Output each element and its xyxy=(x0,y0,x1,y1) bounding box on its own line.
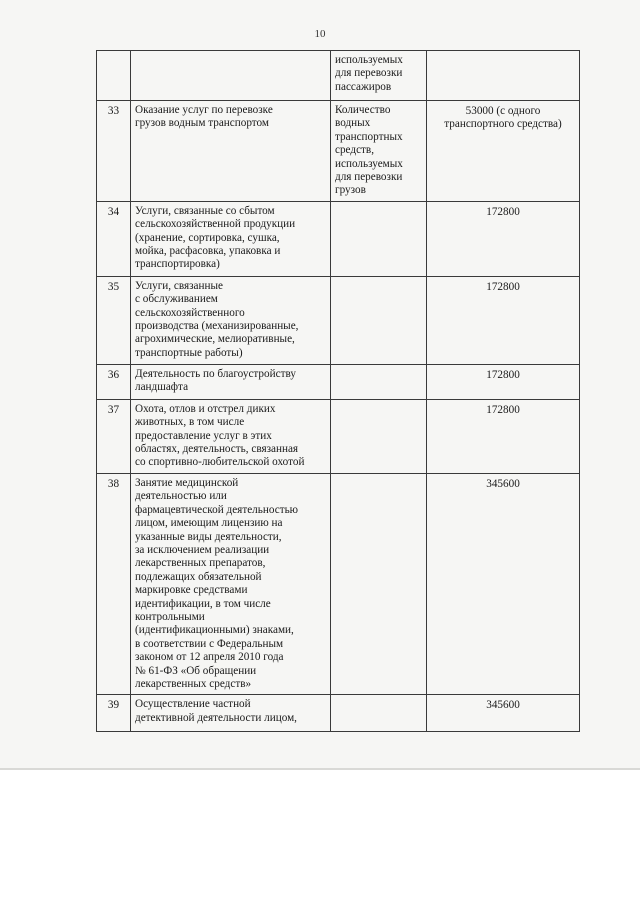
unit-of-measure xyxy=(331,276,427,364)
row-number: 37 xyxy=(97,399,131,473)
unit-of-measure: используемых для перевозки пассажиров xyxy=(331,51,427,101)
table-row xyxy=(97,201,580,276)
row-number: 38 xyxy=(97,473,131,695)
table-row xyxy=(97,364,580,399)
rate-value: 172800 xyxy=(427,201,580,276)
rate-value: 345600 xyxy=(427,695,580,732)
row-number: 35 xyxy=(97,276,131,364)
table-row xyxy=(97,51,580,101)
table-row xyxy=(97,101,580,202)
table-row xyxy=(97,399,580,473)
table-row xyxy=(97,473,580,695)
unit-of-measure xyxy=(331,201,427,276)
activity-name: Осуществление частной детективной деятельности лицом, xyxy=(131,695,331,732)
unit-of-measure xyxy=(331,473,427,695)
rate-value: 172800 xyxy=(427,364,580,399)
row-number: 36 xyxy=(97,364,131,399)
activity-name: Охота, отлов и отстрел диких животных, в том числе предоставление услуг в этих областях, деятельность, связанная со спортивно-любительской охотой xyxy=(131,399,331,473)
table-row xyxy=(97,695,580,732)
table-row xyxy=(97,276,580,364)
activity-name: Услуги, связанные с обслуживанием сельскохозяйственного производства (механизированные, агрохимические, мелиоративные, транспортные работы) xyxy=(131,276,331,364)
tax-rate-table xyxy=(96,50,580,732)
activity-name: Занятие медицинской деятельностью или фармацевтической деятельностью лицом, имеющим лицензию на указанные виды деятельности, за исключением реализации лекарственных препаратов, подлежащих обязательной маркировке средствами идентификации, в том числе контрольными (идентификационными) знаками, в соответствии с Федеральным законом от 12 апреля 2010 года № 61-ФЗ «Об обращении лекарственных средств» xyxy=(131,473,331,695)
activity-name xyxy=(131,51,331,101)
unit-of-measure xyxy=(331,399,427,473)
row-number: 33 xyxy=(97,101,131,202)
activity-name: Услуги, связанные со сбытом сельскохозяйственной продукции (хранение, сортировка, сушка, мойка, расфасовка, упаковка и транспортировка) xyxy=(131,201,331,276)
rate-value: 53000 (с одного транспортного средства) xyxy=(427,101,580,202)
table-body xyxy=(97,51,580,732)
unit-of-measure: Количество водных транспортных средств, используемых для перевозки грузов xyxy=(331,101,427,202)
rate-value: 172800 xyxy=(427,276,580,364)
unit-of-measure xyxy=(331,695,427,732)
row-number xyxy=(97,51,131,101)
unit-of-measure xyxy=(331,364,427,399)
rate-value: 345600 xyxy=(427,473,580,695)
row-number: 39 xyxy=(97,695,131,732)
row-number: 34 xyxy=(97,201,131,276)
rate-value xyxy=(427,51,580,101)
activity-name: Оказание услуг по перевозке грузов водным транспортом xyxy=(131,101,331,202)
rate-value: 172800 xyxy=(427,399,580,473)
page-number: 10 xyxy=(314,28,326,40)
activity-name: Деятельность по благоустройству ландшафта xyxy=(131,364,331,399)
